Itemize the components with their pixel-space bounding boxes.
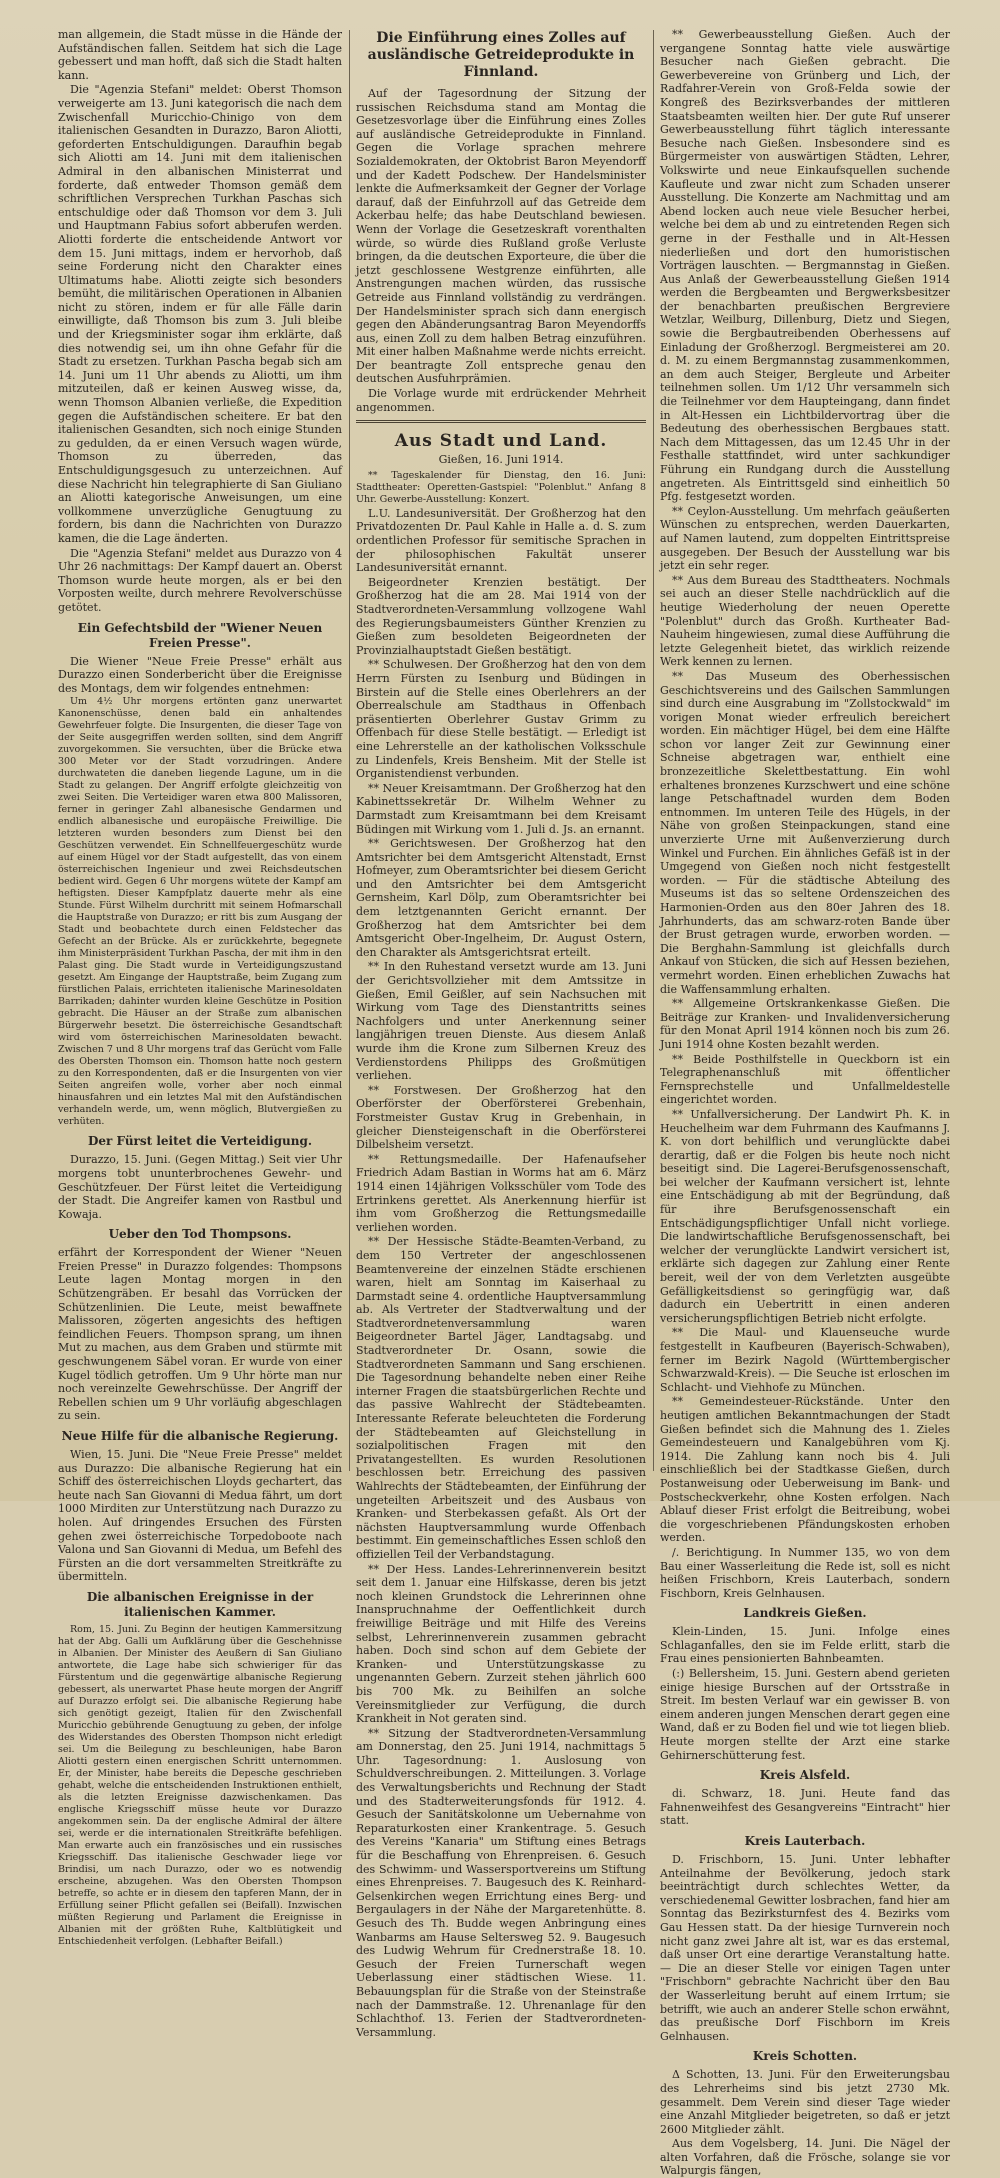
article-paragraph: D. Frischborn, 15. Juni. Unter lebhafter Anteilnahme der Bevölkerung, jedoch stark beeinträchtigt durch schlechtes Wetter, da verschiedenemal Gewitter losbrachen, fand hier am Sonntag das Bezirksturnfest des 4. Bezirks vom Gau Hessen statt. Da der hiesige Turnverein noch nicht ganz zwei Jahre alt ist, war es das erstemal, daß unser Ort eine derartige Veranstaltung hatte. — Die an dieser Stelle vor einigen Tagen unter "Frischborn" gebrachte Nachricht über den Bau der Wasserleitung beruht auf einem Irrtum; sie betrifft, wie auch an anderer Stelle schon erwähnt, das preußische Dorf Fischborn im Kreis Gelnhausen.	[660, 1853, 950, 2043]
article-paragraph: ** Ceylon-Ausstellung. Um mehrfach geäußerten Wünschen zu entsprechen, werden Dauerkarten, auf Namen lautend, zum doppelten Eintrittspreise ausgegeben. Der Besuch der Ausstellung war bis jetzt ein sehr reger.	[660, 504, 950, 573]
article-paragraph: ** Gerichtswesen. Der Großherzog hat den Amtsrichter bei dem Amtsgericht Altenstadt, Ernst Hofmeyer, zum Oberamtsrichter bei diesem Gericht und den Amtsrichter bei dem Amtsgericht Gernsheim, Karl Dölp, zum Oberamtsrichter bei dem letztgenannten Gericht ernannt. Der Großherzog hat dem Amtsrichter bei dem Amtsgericht Ober-Ingelheim, Dr. August Ostern, den Charakter als Amtsgerichtsrat erteilt.	[356, 837, 646, 959]
column-2	[356, 28, 646, 2039]
dateline: Gießen, 16. Juni 1914.	[438, 453, 564, 467]
article-paragraph: man allgemein, die Stadt müsse in die Hände der Aufständischen fallen. Seitdem hat sich die Lage gebessert und man hofft, daß sich die Stadt halten kann.	[58, 28, 342, 82]
column-3	[660, 28, 950, 2178]
article-paragraph: ** Unfallversicherung. Der Landwirt Ph. K. in Heuchelheim war dem Fuhrmann des Kaufmanns J. K. von dort behilflich und verunglückte dabei derartig, daß er die Folgen bis heute noch nicht beseitigt sind. Die Lagerei-Berufsgenossenschaft, bei welcher der Kaufmann versichert ist, lehnte eine Entschädigung ab mit der Begründung, daß für ihre Berufsgenossenschaft ein Entschädigungspflichtiger Unfall nicht vorliege. Die landwirtschaftliche Berufsgenossenschaft, bei welcher der verunglückte Landwirt versichert ist, erklärte sich dagegen zur Zahlung einer Rente bereit, weil der von dem Verletzten ausgeübte Gefälligkeitsdienst so geringfügig war, daß dadurch ein Uebertritt in einen anderen versicherungspflichtigen Betrieb nicht erfolgte.	[660, 1107, 950, 1325]
section-divider	[356, 420, 646, 423]
article-paragraph: erfährt der Korrespondent der Wiener "Neuen Freien Presse" in Durazzo folgendes: Thompsons Leute lagen Montag morgen in den Schützengräben. Er besahl das Vorrücken der Schützenlinien. Die Leute, meist bewaffnete Malissoren, zögerten angesichts des heftigen feindlichen Feuers. Thompson sprang, um ihnen Mut zu machen, aus dem Graben und stürmte mit geschwungenem Säbel voran. Er wurde von einer Kugel tödlich getroffen. Um 9 Uhr hörte man nur noch vereinzelte Gewehrschüsse. Der Angriff der Rebellen schien um 9 Uhr vorläufig abgeschlagen zu sein.	[58, 1246, 342, 1423]
article-paragraph: Um 4½ Uhr morgens ertönten ganz unerwartet Kanonenschüsse, denen bald ein anhaltendes Gewehrfeuer folgte. Die Insurgenten, die dieser Tage von der Seite ausgegriffen werden sollten, sind dem Angriff zuvorgekommen. Sie versuchten, über die Brücke etwa 300 Meter vor der Stadt vorzudringen. Andere durchwateten die daneben liegende Lagune, um in die Stadt zu gelangen. Der Angriff erfolgte gleichzeitig von zwei Seiten. Die Verteidiger waren etwa 800 Malissoren, ferner in geringer Zahl albanesische Gendarmen und endlich albanesische und europäische Freiwillige. Die letzteren wurden besonders zum Dienst bei den Geschützen verwendet. Ein Schnellfeuergeschütz wurde auf einem Hügel vor der Stadt aufgestellt, das von einem österreichischen Ingenieur und zwei Reichsdeutschen bedient wird. Gegen 6 Uhr morgens wütete der Kampf am heftigsten. Dieser Kampfplatz dauerte mehr als eine Stunde. Fürst Wilhelm durchritt mit seinem Hofmarschall die Hauptstraße von Durazzo; er ritt bis zum Ausgang der Stadt und beobachtete durch einen Feldstecher das Gefecht an der Brücke. Als er zurückkehrte, begegnete ihm Ministerpräsident Turkhan Pascha, der mit ihm in den Palast ging. Die Stadt wurde in Verteidigungszustand gesetzt. Am Eingange der Hauptstraße, beim Zugang zum fürstlichen Palais, errichteten italienische Marinesoldaten Barrikaden; dahinter wurden kleine Geschütze in Position gebracht. Die Häuser an der Straße zum albanischen Bürgerwehr besetzt. Die österreichische Gesandtschaft wird vom österreichischen Marinesoldaten bewacht. Zwischen 7 und 8 Uhr morgens traf das Gerücht vom Falle des Obersten Thomson ein. Thomson hatte noch gestern zu den Korrespondenten, daß er die Insurgenten von vier Seiten angreifen wolle, vorher aber noch einmal hinausfahren und ein letztes Mal mit den Aufständischen verhandeln werde, um, wenn möglich, Blutvergießen zu verhüten.	[58, 696, 342, 1128]
article-paragraph: Δ Schotten, 13. Juni. Für den Erweiterungsbau des Lehrerheims sind bis jetzt 2730 Mk. gesammelt. Dem Verein sind dieser Tage wieder eine Anzahl Mitglieder beigetreten, so daß er jetzt 2600 Mitglieder zählt.	[660, 2068, 950, 2136]
article-paragraph: di. Schwarz, 18. Juni. Heute fand das Fahnenweihfest des Gesangvereins "Eintracht" hier statt.	[660, 1787, 950, 1828]
article-paragraph: ** Gewerbeausstellung Gießen. Auch der vergangene Sonntag hatte viele auswärtige Besucher nach Gießen gebracht. Die Gewerbevereine von Grünberg und Lich, der Radfahrer-Verein von Groß-Felda sowie der Kongreß des Bezirksverbandes der mittleren Staatsbeamten weilten hier. Der gute Ruf unserer Gewerbeausstellung führt täglich interessante Besuche nach Gießen. Insbesondere sind es Bürgermeister von auswärtigen Städten, Lehrer, Volkswirte und neue Einkaufsquellen suchende Kaufleute und zwar nicht zum Schaden unserer Ausstellung. Die Konzerte am Nachmittag und am Abend locken auch neue viele Besucher herbei, welche bei dem ab und zu eintretenden Regen sich gerne in der Festhalle und in Alt-Hessen niederließen und dort den humoristischen Vorträgen lauschten. — Bergmannstag in Gießen. Aus Anlaß der Gewerbeausstellung Gießen 1914 werden die Bergbeamten und Bergwerksbesitzer der benachbarten preußischen Bergreviere Wetzlar, Weilburg, Dillenburg, Dietz und Siegen, sowie die Bergbautreibenden Oberhessens auf Einladung der Großherzogl. Bergmeisterei am 20. d. M. zu einem Bergmannstag zusammenkommen, an dem auch Steiger, Bergleute und Arbeiter teilnehmen sollen. Um 1/12 Uhr versammeln sich die Teilnehmer vor dem Haupteingang, dann findet in Alt-Hessen ein Lichtbildervortrag über die Bedeutung des oberhessischen Bergbaues statt. Nach dem Mittagessen, das um 12.45 Uhr in der Festhalle stattfindet, wird unter sachkundiger Führung ein Rundgang durch die Ausstellung angetreten. Als Eintrittsgeld sind einheitlich 50 Pfg. festgesetzt worden.	[660, 28, 950, 504]
article-paragraph: ** Gemeindesteuer-Rückstände. Unter den heutigen amtlichen Bekanntmachungen der Stadt Gießen befindet sich die Mahnung des 1. Zieles Gemeindesteuern und Kanalgebühren vom Kj. 1914. Die Zahlung kann noch bis 4. Juli einschließlich bei der Stadtkasse Gießen, durch Postanweisung oder Ueberweisung im Bank- und Postscheckverkehr, ohne Kosten erfolgen. Nach Ablauf dieser Frist erfolgt die Beitreibung, wobei die vorgeschriebenen Pfändungskosten erhoben werden.	[660, 1395, 950, 1545]
section-heading: Neue Hilfe für die albanische Regierung.	[61, 1429, 339, 1443]
article-paragraph: (:) Bellersheim, 15. Juni. Gestern abend gerieten einige hiesige Burschen auf der Ortsstraße in Streit. Im besten Verlauf war ein gewisser B. von einem anderen jungen Menschen derart gegen eine Wand, daß er zu Boden fiel und wie tot liegen blieb. Heute morgen stellte der Arzt eine starke Gehirnerschütterung fest.	[660, 1667, 950, 1762]
column-1	[58, 28, 342, 1947]
article-paragraph: ** Sitzung der Stadtverordneten-Versammlung am Donnerstag, den 25. Juni 1914, nachmittags 5 Uhr. Tagesordnung: 1. Auslosung von Schuldverschreibungen. 2. Mitteilungen. 3. Vorlage des Verwaltungsberichts und Rechnung der Stadt und des Stadterweiterungsfonds für 1912. 4. Gesuch der Sanitätskolonne um Uebernahme von Reparaturkosten einer Krankentrage. 5. Gesuch des Vereins "Kanaria" um Stiftung eines Betrags für die Beschaffung von Ehrenpreisen. 6. Gesuch des Schwimm- und Wassersportvereins um Stiftung eines Ehrenpreises. 7. Baugesuch des K. Reinhard-Gelsenkirchen wegen Errichtung eines Berg- und Bergaulagers in der Nähe der Margaretenhütte. 8. Gesuch des Th. Budde wegen Anbringung eines Wanbarms am Hause Seltersweg 52. 9. Baugesuch des Ludwig Wehrum für Crednerstraße 18. 10. Gesuch der Freien Turnerschaft wegen Ueberlassung einer städtischen Wiese. 11. Bebauungsplan für die Straße von der Steinstraße nach der Dammstraße. 12. Uhrenanlage für den Schlachthof. 13. Ferien der Stadtverordneten-Versammlung.	[356, 1726, 646, 2039]
section-heading: Ein Gefechtsbild der "Wiener Neuen Freien Presse".	[77, 620, 323, 650]
section-heading: Ueber den Tod Thompsons.	[108, 1227, 292, 1242]
article-paragraph: ** Schulwesen. Der Großherzog hat den von dem Herrn Fürsten zu Isenburg und Büdingen in Birstein auf die Stelle eines Oberlehrers an der Oberrealschule am Stadthaus in Offenbach präsentierten Oberlehrer Gustav Grimm zu Offenbach für diese Stelle bestätigt. — Erledigt ist eine Lehrerstelle an der katholischen Volksschule zu Lindenfels, Kreis Bensheim. Mit der Stelle ist Organistendienst verbunden.	[356, 658, 646, 781]
section-heading: Kreis Lauterbach.	[744, 1834, 866, 1848]
article-paragraph: Die "Agenzia Stefani" meldet aus Durazzo von 4 Uhr 26 nachmittags: Der Kampf dauert an. Oberst Thomson wurde heute morgen, als er bei den Vorposten weilte, durch mehrere Revolverschüsse getötet.	[58, 546, 342, 614]
section-heading: Kreis Alsfeld.	[759, 1768, 851, 1783]
article-paragraph: ** Forstwesen. Der Großherzog hat den Oberförster der Oberförsterei Grebenhain, Forstmeister Gustav Krug in Grebenhain, in gleicher Diensteigenschaft in die Oberförsterei Dilbelsheim versetzt.	[356, 1083, 646, 1152]
section-heading: Kreis Schotten.	[752, 2049, 858, 2064]
section-heading: Der Fürst leitet die Verteidigung.	[87, 1134, 313, 1149]
column-rule	[349, 30, 350, 1471]
article-paragraph: Wien, 15. Juni. Die "Neue Freie Presse" meldet aus Durazzo: Die albanische Regierung hat ein Schiff des österreichischen Lloyds gechartert, das heute nach San Giovanni di Medua fährt, um dort 1000 Mirditen zur Unterstützung nach Durazzo zu holen. Auf dringendes Ersuchen des Fürsten gehen zwei österreichische Torpedoboote nach Valona und San Giovanni di Medua, um Befehl des Fürsten an die dort versammelten Streitkräfte zu übermitteln.	[58, 1448, 342, 1584]
article-paragraph: ** Allgemeine Ortskrankenkasse Gießen. Die Beiträge zur Kranken- und Invalidenversicherung für den Monat April 1914 können noch bis zum 26. Juni 1914 ohne Kosten bezahlt werden.	[660, 997, 950, 1051]
article-paragraph: Klein-Linden, 15. Juni. Infolge eines Schlaganfalles, den sie im Felde erlitt, starb die Frau eines pensionierten Bahnbeamten.	[660, 1625, 950, 1666]
article-paragraph: ** In den Ruhestand versetzt wurde am 13. Juni der Gerichtsvollzieher mit dem Amtssitze in Gießen, Emil Geißler, auf sein Nachsuchen mit Wirkung vom Tage des Dienstantritts seines Nachfolgers und unter Anerkennung seiner langjährigen treuen Dienste. Aus diesem Anlaß wurde ihm die Krone zum Silbernen Kreuz des Verdienstordens Philipps des Großmütigen verliehen.	[356, 960, 646, 1083]
article-paragraph: Auf der Tagesordnung der Sitzung der russischen Reichsduma stand am Montag die Gesetzesvorlage über die Einführung eines Zolles auf ausländische Getreideprodukte in Finnland. Gegen die Vorlage sprachen mehrere Sozialdemokraten, der Oktobrist Baron Meyendorff und der Kadett Podschew. Der Handelsminister lenkte die Aufmerksamkeit der Gegner der Vorlage darauf, daß der Einfuhrzoll auf das Getreide dem Ackerbau helfe; das habe Deutschland bewiesen. Wenn der Vorlage die Gesetzeskraft vorenthalten würde, so würde dies Rußland große Verluste bringen, da die deutschen Exporteure, die über die jetzt geschlossene Westgrenze einführten, alle Anstrengungen machen würden, das russische Getreide aus Finnland vollständig zu verdrängen. Der Handelsminister sprach sich dann energisch gegen den Abänderungsantrag Baron Meyendorffs aus, einen Zoll zu dem halben Betrag einzuführen. Mit einer halben Maßnahme werde nichts erreicht. Der beantragte Zoll entspreche genau den deutschen Ausfuhrprämien.	[356, 87, 646, 386]
article-paragraph: ** Tageskalender für Dienstag, den 16. Juni: Stadttheater: Operetten-Gastspiel: "Polenblut." Anfang 8 Uhr. Gewerbe-Ausstellung: Konzert.	[356, 469, 646, 505]
article-paragraph: Aus dem Vogelsberg, 14. Juni. Die Nägel der alten Vorfahren, daß die Frösche, solange sie vor Walpurgis fängen,	[660, 2137, 950, 2178]
article-paragraph: L.U. Landesuniversität. Der Großherzog hat den Privatdozenten Dr. Paul Kahle in Halle a. d. S. zum ordentlichen Professor für semitische Sprachen in der philosophischen Fakultät unserer Landesuniversität ernannt.	[356, 506, 646, 575]
article-paragraph: ** Beide Posthilfstelle in Queckborn ist ein Telegraphenanschluß mit öffentlicher Fernsprechstelle und Unfallmeldestelle eingerichtet worden.	[660, 1052, 950, 1107]
column-rule	[653, 30, 654, 1471]
section-title: Aus Stadt und Land.	[394, 431, 608, 452]
article-paragraph: ** Die Maul- und Klauenseuche wurde festgestellt in Kaufbeuren (Bayerisch-Schwaben), ferner im Bezirk Nagold (Württembergischer Schwarzwald-Kreis). — Die Seuche ist erloschen im Schlacht- und Viehhofe zu München.	[660, 1326, 950, 1394]
article-paragraph: ** Neuer Kreisamtmann. Der Großherzog hat den Kabinettssekretär Dr. Wilhelm Wehner zu Darmstadt zum Kreisamtmann bei dem Kreisamt Büdingen mit Wirkung vom 1. Juli d. Js. an ernannt.	[356, 781, 646, 836]
section-heading: Die albanischen Ereignisse in der italienischen Kammer.	[86, 1589, 314, 1619]
article-paragraph: ** Der Hess. Landes-Lehrerinnenverein besitzt seit dem 1. Januar eine Hilfskasse, deren bis jetzt noch kleinen Grundstock die Lehrerinnen ohne Inanspruchnahme der Oeffentlichkeit durch freiwillige Beiträge und mit Hilfe des Vereins selbst, Lehrerinnenverein zusammen gebracht haben. Doch sind schon auf dem Gebiete der Kranken- und Unterstützungskasse zu ungenannten Gebern. Zurzeit stehen jährlich 600 bis 700 Mk. zu Beihilfen an solche Vereinsmitglieder zur Verfügung, die durch Krankheit in Not geraten sind.	[356, 1562, 646, 1726]
article-paragraph: Beigeordneter Krenzien bestätigt. Der Großherzog hat die am 28. Mai 1914 von der Stadtverordneten-Versammlung vollzogene Wahl des Regierungsbaumeisters Günther Krenzien zu Gießen zum besoldeten Beigeordneten der Provinzialhauptstadt Gießen bestätigt.	[356, 575, 646, 657]
article-paragraph: ** Aus dem Bureau des Stadttheaters. Nochmals sei auch an dieser Stelle nachdrücklich auf die heutige Wiederholung der neuen Operette "Polenblut" durch das Großh. Kurtheater Bad-Nauheim hingewiesen, zumal diese Aufführung die letzte Gelegenheit bietet, das wirklich reizende Werk kennen zu lernen.	[660, 573, 950, 669]
article-paragraph: Die Wiener "Neue Freie Presse" erhält aus Durazzo einen Sonderbericht über die Ereignisse des Montags, dem wir folgendes entnehmen:	[58, 654, 342, 695]
article-paragraph: Durazzo, 15. Juni. (Gegen Mittag.) Seit vier Uhr morgens tobt ununterbrochenes Gewehr- und Geschützfeuer. Der Fürst leitet die Verteidigung der Stadt. Die Angreifer kamen von Rastbul und Kowaja.	[58, 1153, 342, 1221]
article-paragraph: ** Das Museum des Oberhessischen Geschichtsvereins und des Gailschen Sammlungen sind durch eine Ausgrabung im "Zollstockwald" im vorigen Monat wieder erfreulich bereichert worden. Ein mächtiger Hügel, bei dem eine Hälfte schon vor langer Zeit zur Gewinnung einer Schneise abgetragen war, enthielt eine bronzezeitliche Skelettbestattung. Ein wohl erhaltenes bronzenes Kurzschwert und eine schöne lange Petschaftnadel wurden dem Boden entnommen. Im unteren Teile des Hügels, in der Nähe von großen Steinpackungen, stand eine unverzierte Urne mit Außenverzierung durch Winkel und Furchen. Ein ähnliches Gefäß ist in der Umgegend von Gießen noch nicht festgestellt worden. — Für die städtische Abteilung des Museums ist das so seltene Ordenszeichen des Harmonien-Orden aus den 80er Jahren des 18. Jahrhunderts, das am schwarz-roten Bande über der Brust getragen wurde, erworben worden. — Die Berghahn-Sammlung ist gleichfalls durch Ankauf von Stücken, die sich auf Hessen beziehen, vermehrt worden. Einen erheblichen Zuwachs hat die Waffensammlung erhalten.	[660, 669, 950, 996]
article-headline: Die Einführung eines Zolles auf ausländische Getreideprodukte in Finnland.	[367, 30, 635, 80]
article-paragraph: /. Berichtigung. In Nummer 135, wo von dem Bau einer Wasserleitung die Rede ist, soll es nicht heißen Frischborn, Kreis Lauterbach, sondern Fischborn, Kreis Gelnhausen.	[660, 1545, 950, 1600]
article-paragraph: ** Rettungsmedaille. Der Hafenaufseher Friedrich Adam Bastian in Worms hat am 6. März 1914 einen 14jährigen Volksschüler vom Tode des Ertrinkens gerettet. Als Anerkennung hierfür ist ihm vom Großherzog die Rettungsmedaille verliehen worden.	[356, 1152, 646, 1234]
article-paragraph: Die "Agenzia Stefani" meldet: Oberst Thomson verweigerte am 13. Juni kategorisch die nach dem Zwischenfall Muricchio-Chinigo von dem italienischen Gesandten in Durazzo, Baron Aliotti, geforderten Entschuldigungen. Daraufhin begab sich Aliotti am 14. Juni mit dem italienischen Admiral in den albanischen Ministerrat und forderte, daß entweder Thomson gemäß dem schriftlichen Versprechen Turkhan Paschas sich entschuldige oder daß Thomson vor dem 3. Juli und Hauptmann Fabius sofort abberufen werden. Aliotti forderte die entscheidende Antwort vor dem 15. Juni mittags, indem er hervorhob, daß seine Forderung nicht den Charakter eines Ultimatums habe. Aliotti zeigte sich besonders bemüht, die militärischen Operationen in Albanien nicht zu stören, indem er für alle Fälle darin einwilligte, daß Thomson bis zum 3. Juli bleibe und der Kriegsminister sogar ihm erklärte, daß dies notwendig sei, um ihn ohne Gefahr für die Stadt zu ersetzen. Turkhan Pascha begab sich am 14. Juni um 11 Uhr abends zu Aliotti, um ihm mitzuteilen, daß er keinen Ausweg wisse, da, wenn Thomson Albanien verließe, die Expedition gegen die Aufständischen scheitere. Er bat den italienischen Gesandten, sich noch einige Stunden zu gedulden, da er einen Versuch wagen würde, Thomson zu überreden, das Entschuldigungsgesuch zu unterzeichnen. Auf diese Nachricht hin telegraphierte di San Giuliano an Aliotti kategorische Anweisungen, um eine vollkommene unverzügliche Genugtuung zu fordern, bis dann die Nachrichten von Durazzo kamen, die die Lage änderten.	[58, 83, 342, 545]
article-paragraph: ** Der Hessische Städte-Beamten-Verband, zu dem 150 Vertreter der angeschlossenen Beamtenvereine der einzelnen Städte erschienen waren, hielt am Sonntag im Kaiserhaal zu Darmstadt seine 4. ordentliche Hauptversammlung ab. Als Vertreter der Stadtverwaltung und der Stadtverordnetenversammlung waren Beigeordneter Bartel Jäger, Landtagsabg. und Stadtverordneter Dr. Osann, sowie die Stadtverordneten Sammann und Sang erschienen. Die Tagesordnung behandelte neben einer Reihe interner Fragen die staatsbürgerlichen Rechte und das passive Wahlrecht der Städtebeamten. Interessante Referate beleuchteten die Forderung der Städtebeamten auf Gleichstellung in sozialpolitischen Fragen mit den Privatangestellten. Es wurden Resolutionen beschlossen betr. Erreichung des passiven Wahlrechts der Städtebeamten, der Einführung der ungeteilten Arbeitszeit und des Ausbaus von Kranken- und Sterbekassen gefaßt. Als Ort der nächsten Hauptversammlung wurde Offenbach bestimmt. Ein gemeinschaftliches Essen schloß den offiziellen Teil der Verbandstagung.	[356, 1235, 646, 1561]
section-heading: Landkreis Gießen.	[743, 1606, 867, 1621]
article-paragraph: Die Vorlage wurde mit erdrückender Mehrheit angenommen.	[356, 387, 646, 414]
article-paragraph: Rom, 15. Juni. Zu Beginn der heutigen Kammersitzung hat der Abg. Galli um Aufklärung über die Geschehnisse in Albanien. Der Minister des Aeußern di San Giuliano antwortete, die Lage habe sich schwieriger für das Fürstentum und die gegenwärtige albanische Regierung gebessert, als unerwartet Phase heute morgen der Angriff auf Durazzo erfolgt sei. Die albanische Regierung habe sich genötigt gezeigt, Italien für den Zwischenfall Muricchio gebührende Genugtuung zu geben, der infolge des Widerstandes des Obersten Thompson nicht erledigt sei. Um die Beilegung zu beschleunigen, habe Baron Aliotti gestern einen energischen Schritt unternommen. Er, der Minister, habe bereits die Depesche geschrieben gehabt, welche die entscheidenden Instruktionen enthielt, als die letzten Ereignisse dazwischenkamen. Das englische Kriegsschiff müsse heute vor Durazzo angekommen sein. Da der englische Admiral der ältere sei, werde er die internationalen Streitkräfte befehligen. Man erwarte auch ein französisches und ein russisches Kriegsschiff. Das italienische Geschwader liege vor Brindisi, um nach Durazzo, oder wo es notwendig erscheine, abzugehen. Was den Obersten Thompson betreffe, so achte er in diesem den tapferen Mann, der in Erfüllung seiner Pflicht gefallen sei (Beifall). Inzwischen müßten Regierung und Parlament die Ereignisse in Albanien mit der größten Ruhe, Kaltblütigkeit und Entschiedenheit verfolgen. (Lebhafter Beifall.)	[58, 1623, 342, 1947]
